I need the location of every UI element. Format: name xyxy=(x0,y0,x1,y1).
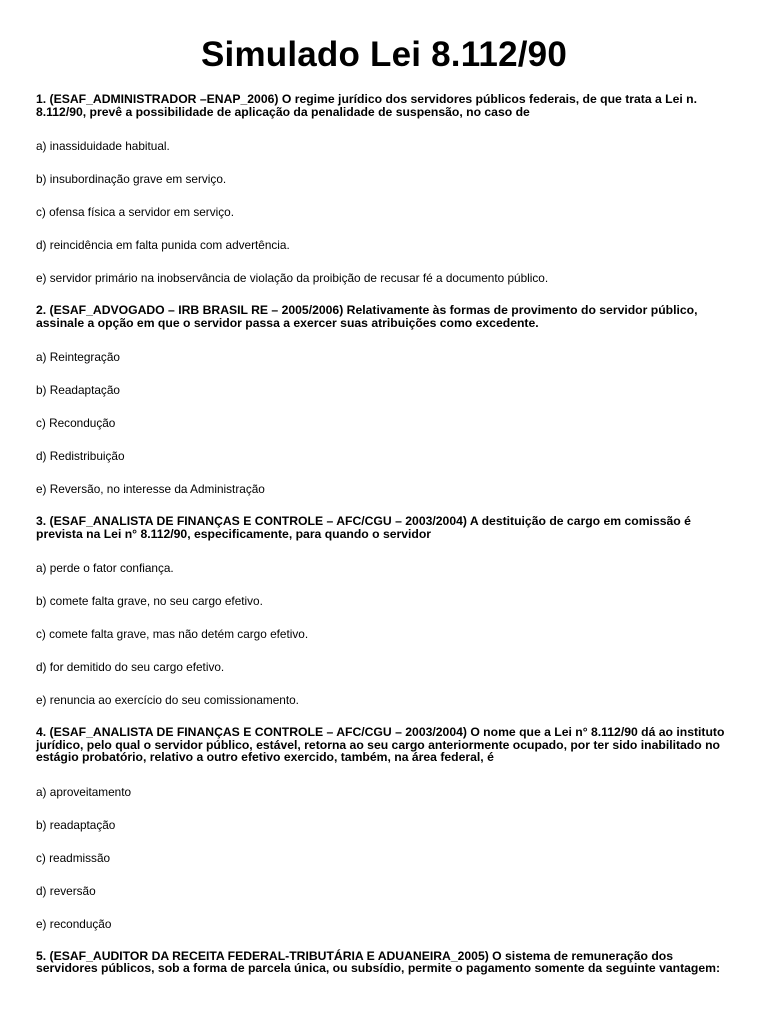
option-d: d) Redistribuição xyxy=(36,449,125,463)
option-a: a) aproveitamento xyxy=(36,784,132,799)
question-text: 4. (ESAF_ANALISTA DE FINANÇAS E CONTROLE – AFC/CGU – 2003/2004) O nome que a Lei n° 8.112/90 dá ao instituto jurídico, pelo qual o servidor público, estável, retorna ao seu cargo anteriormente ocupado, por ter sido inabilitado no estágio probatório, relativo a outro efetivo exercido, também, na área federal, é xyxy=(36,725,725,764)
option-a: a) perde o fator confiança. xyxy=(36,561,174,575)
question-2 xyxy=(36,304,732,496)
question-text: 2. (ESAF_ADVOGADO – IRB BRASIL RE – 2005/2006) Relativamente às formas de provimento do servidor público, assinale a opção em que o servidor passa a exercer suas atribuições como excedente. xyxy=(36,303,698,330)
option-c: c) comete falta grave, mas não detém cargo efetivo. xyxy=(36,627,309,641)
option-b: b) insubordinação grave em serviço. xyxy=(36,172,227,186)
question-text: 1. (ESAF_ADMINISTRADOR –ENAP_2006) O regime jurídico dos servidores públicos federais, de que trata a Lei n. 8.112/90, prevê a possibilidade de aplicação da penalidade de suspensão, no caso de xyxy=(36,92,698,119)
question-3 xyxy=(36,515,732,707)
option-d: d) for demitido do seu cargo efetivo. xyxy=(36,660,225,674)
option-a: a) Reintegração xyxy=(36,350,120,364)
question-1 xyxy=(36,93,732,285)
option-b: b) Readaptação xyxy=(36,383,120,397)
option-e: e) renuncia ao exercício do seu comissionamento. xyxy=(36,693,299,707)
question-text: 3. (ESAF_ANALISTA DE FINANÇAS E CONTROLE – AFC/CGU – 2003/2004) A destituição de cargo em comissão é prevista na Lei n° 8.112/90, especificamente, para quando o servidor xyxy=(36,514,691,541)
option-c: c) ofensa física a servidor em serviço. xyxy=(36,205,234,219)
option-e: e) recondução xyxy=(36,916,112,931)
option-c: c) readmissão xyxy=(36,850,111,865)
option-e: e) servidor primário na inobservância de violação da proibição de recusar fé a documento público. xyxy=(36,271,549,285)
page-title: Simulado Lei 8.112/90 xyxy=(200,35,568,74)
option-d: d) reincidência em falta punida com advertência. xyxy=(36,238,290,252)
option-a: a) inassiduidade habitual. xyxy=(36,139,170,153)
option-b: b) comete falta grave, no seu cargo efetivo. xyxy=(36,594,263,608)
option-b: b) readaptação xyxy=(36,817,116,832)
option-e: e) Reversão, no interesse da Administração xyxy=(36,482,265,496)
option-c: c) Recondução xyxy=(36,416,116,430)
question-5 xyxy=(36,950,732,975)
question-4 xyxy=(36,726,732,931)
question-text: 5. (ESAF_AUDITOR DA RECEITA FEDERAL-TRIBUTÁRIA E ADUANEIRA_2005) O sistema de remuneração dos servidores públicos, sob a forma de parcela única, ou subsídio, permite o pagamento somente da seguinte vantagem: xyxy=(36,948,721,975)
option-d: d) reversão xyxy=(36,883,96,898)
